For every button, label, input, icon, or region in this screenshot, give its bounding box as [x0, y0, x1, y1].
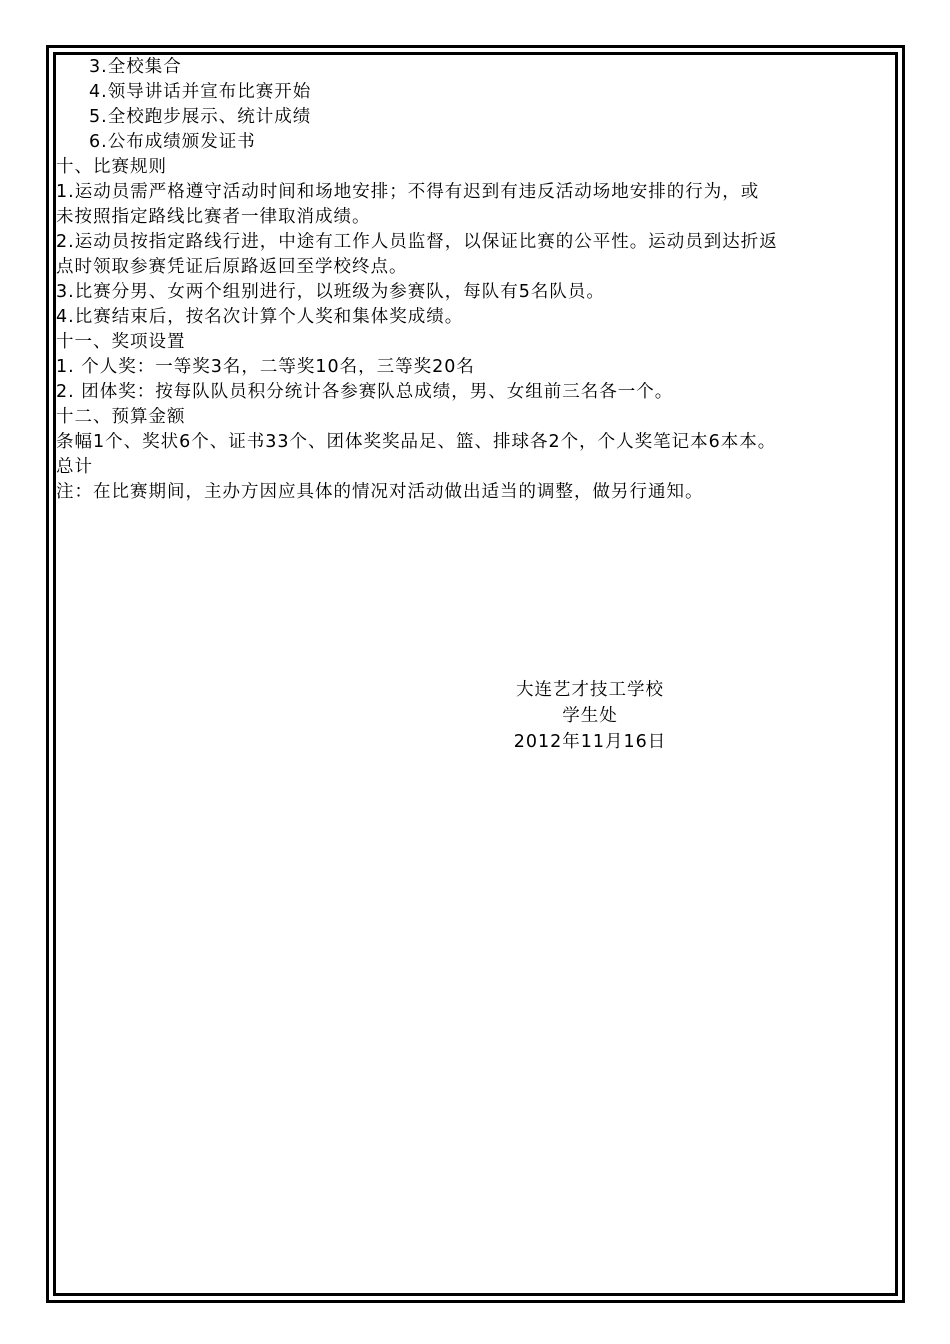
note: 注：在比赛期间，主办方因应具体的情况对活动做出适当的调整，做另行通知。 [56, 482, 704, 502]
procedure-step: 3.全校集合 [89, 57, 182, 77]
budget-total: 总计 [56, 457, 93, 477]
rules-line: 未按照指定路线比赛者一律取消成绩。 [56, 207, 371, 227]
rules-line: 3.比赛分男、女两个组别进行，以班级为参赛队，每队有5名队员。 [56, 282, 605, 302]
signature-date: 2012年11月16日 [513, 732, 667, 752]
awards-heading: 十一、奖项设置 [56, 332, 186, 352]
procedure-step: 5.全校跑步展示、统计成绩 [89, 107, 312, 127]
document-body [56, 55, 895, 505]
budget-heading: 十二、预算金额 [56, 407, 186, 427]
rules-heading: 十、比赛规则 [56, 157, 167, 177]
awards-line: 1. 个人奖：一等奖3名，二等奖10名，三等奖20名 [56, 357, 475, 377]
signature-block [480, 677, 700, 755]
signature-department: 学生处 [562, 706, 618, 726]
rules-line: 4.比赛结束后，按名次计算个人奖和集体奖成绩。 [56, 307, 464, 327]
procedure-step: 6.公布成绩颁发证书 [89, 132, 256, 152]
awards-line: 2. 团体奖：按每队队员积分统计各参赛队总成绩，男、女组前三名各一个。 [56, 382, 674, 402]
rules-line: 1.运动员需严格遵守活动时间和场地安排；不得有迟到有违反活动场地安排的行为，或 [56, 182, 760, 202]
rules-line: 点时领取参赛凭证后原路返回至学校终点。 [56, 257, 408, 277]
procedure-step: 4.领导讲话并宣布比赛开始 [89, 82, 312, 102]
rules-line: 2.运动员按指定路线行进，中途有工作人员监督，以保证比赛的公平性。运动员到达折返 [56, 232, 778, 252]
budget-line: 条幅1个、奖状6个、证书33个、团体奖奖品足、篮、排球各2个，个人奖笔记本6本本。 [56, 432, 777, 452]
signature-school: 大连艺才技工学校 [516, 680, 664, 700]
